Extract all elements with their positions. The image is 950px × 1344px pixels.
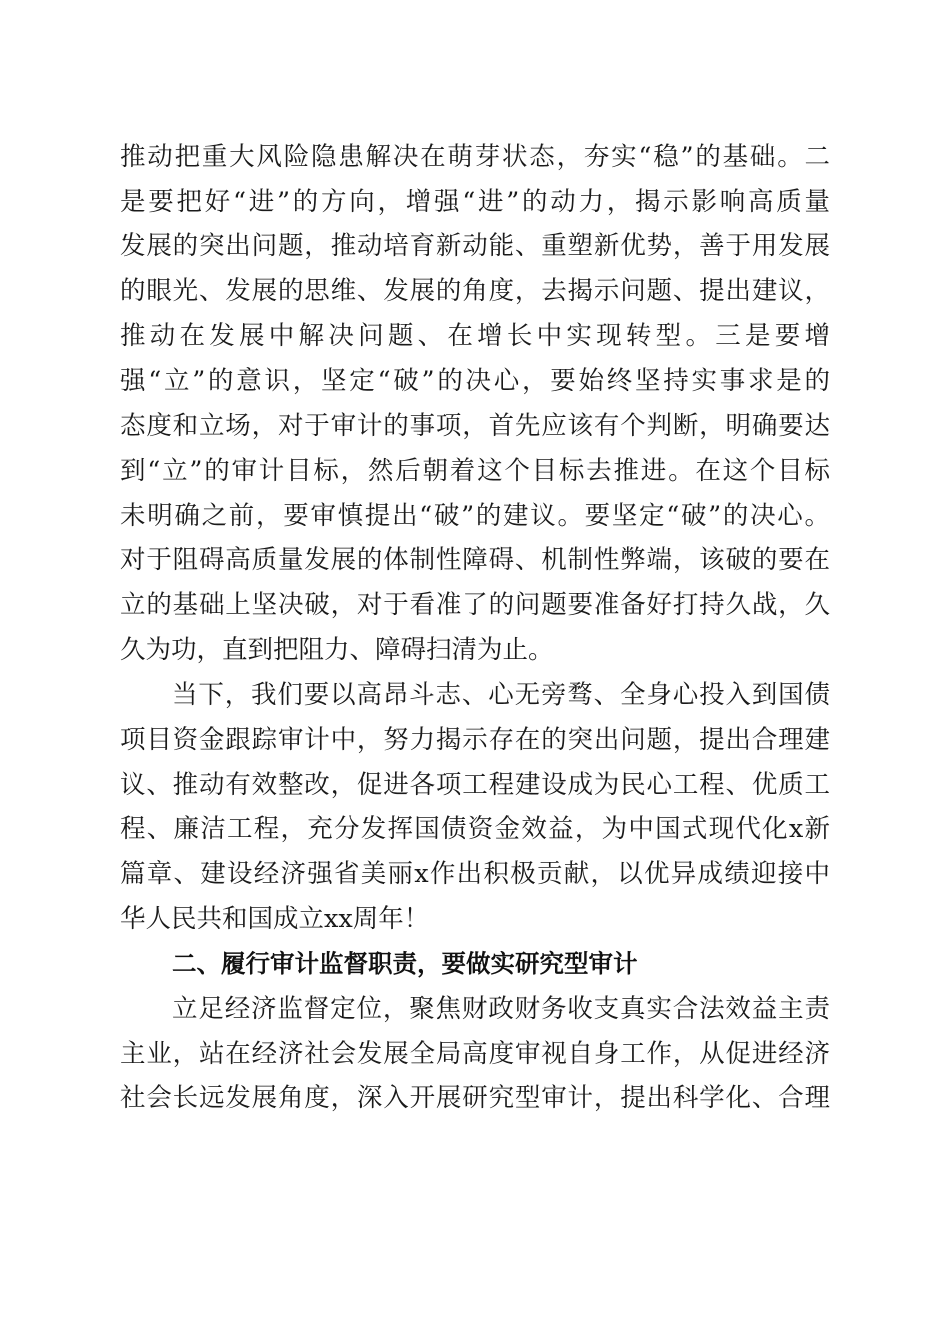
paragraph-line: 强“立”的意识，坚定“破”的决心，要始终坚持实事求是的 (120, 366, 830, 396)
paragraph-line: 议、推动有效整改，促进各项工程建设成为民心工程、优质工 (120, 770, 830, 800)
section-heading: 二、履行审计监督职责，要做实研究型审计 (172, 949, 638, 978)
paragraph-line: 社会长远发展角度，深入开展研究型审计，提出科学化、合理 (120, 1083, 830, 1113)
paragraph-line: 程、廉洁工程，充分发挥国债资金效益，为中国式现代化x新 (120, 814, 830, 844)
paragraph-line: 未明确之前，要审慎提出“破”的建议。要坚定“破”的决心。 (120, 501, 830, 531)
paragraph-line: 是要把好“进”的方向，增强“进”的动力，揭示影响高质量 (120, 187, 830, 217)
paragraph-line: 推动在发展中解决问题、在增长中实现转型。三是要增 (120, 321, 830, 351)
paragraph-line: 篇章、建设经济强省美丽x作出积极贡献，以优异成绩迎接中 (120, 859, 830, 889)
paragraph-line: 主业，站在经济社会发展全局高度审视自身工作，从促进经济 (120, 1039, 830, 1069)
paragraph-line: 项目资金跟踪审计中，努力揭示存在的突出问题，提出合理建 (120, 725, 830, 755)
paragraph-line: 立足经济监督定位，聚焦财政财务收支真实合法效益主责 (172, 994, 830, 1024)
paragraph-line: 发展的突出问题，推动培育新动能、重塑新优势，善于用发展 (120, 231, 830, 261)
paragraph-line: 当下，我们要以高昂斗志、心无旁骛、全身心投入到国债 (172, 680, 830, 710)
paragraph-line: 到“立”的审计目标，然后朝着这个目标去推进。在这个目标 (120, 456, 830, 486)
paragraph-line: 推动把重大风险隐患解决在萌芽状态，夯实“稳”的基础。二 (120, 142, 830, 172)
paragraph-line: 立的基础上坚决破，对于看准了的问题要准备好打持久战，久 (120, 590, 830, 620)
paragraph-line: 对于阻碍高质量发展的体制性障碍、机制性弊端，该破的要在 (120, 545, 830, 575)
paragraph-line: 态度和立场，对于审计的事项，首先应该有个判断，明确要达 (120, 411, 830, 441)
paragraph-line: 华人民共和国成立xx周年！ (120, 904, 430, 934)
paragraph-line: 的眼光、发展的思维、发展的角度，去揭示问题、提出建议， (120, 276, 830, 306)
paragraph-line: 久为功，直到把阻力、障碍扫清为止。 (120, 635, 554, 665)
